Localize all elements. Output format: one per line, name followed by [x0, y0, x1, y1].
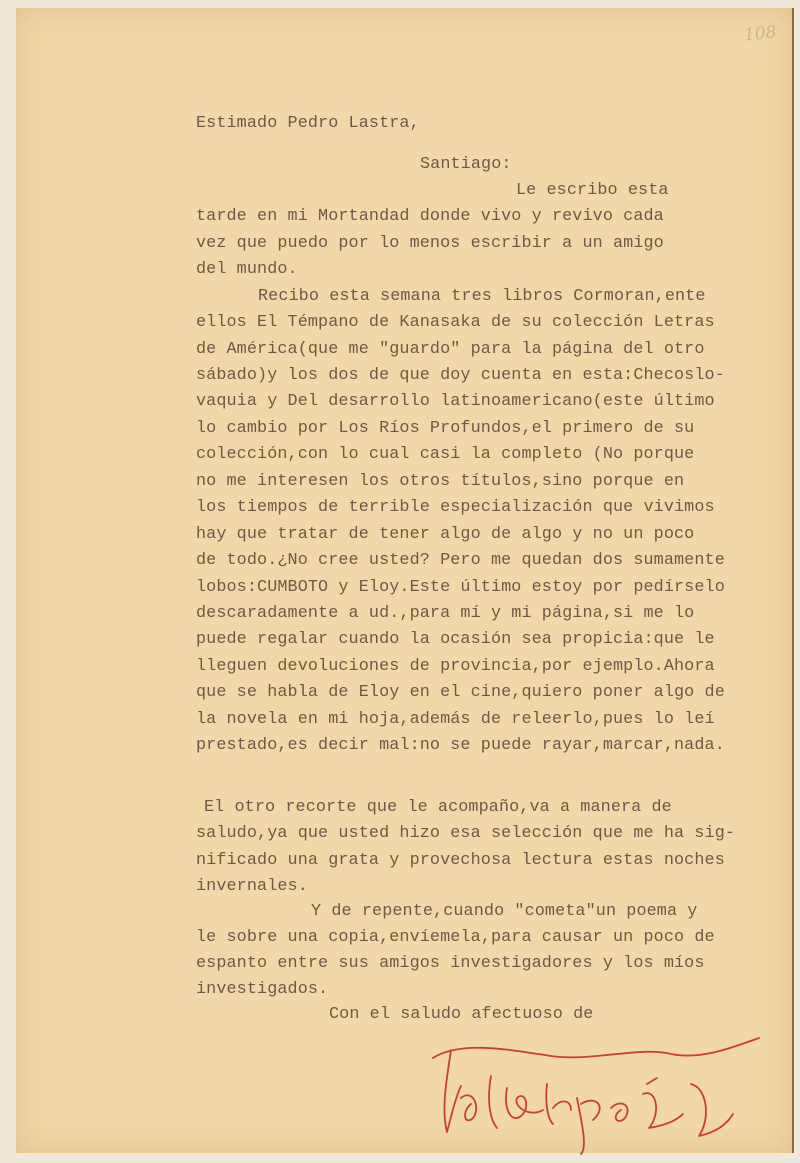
letter-line: tarde en mi Mortandad donde vivo y revivo cada	[196, 207, 664, 226]
letter-line: vaquia y Del desarrollo latinoamericano(este último	[196, 392, 715, 411]
letter-line: invernales.	[196, 877, 308, 896]
letter-line: saludo,ya que usted hizo esa selección que me ha sig-	[196, 824, 736, 843]
letter-line: descaradamente a ud.,para mí y mi página,si me lo	[196, 604, 695, 623]
letter-page	[16, 8, 794, 1153]
letter-line: sábado)y los dos de que doy cuenta en esta:Checoslo-	[196, 366, 725, 385]
letter-line: la novela en mi hoja,además de releerlo,pues lo leí	[196, 710, 715, 729]
letter-line: los tiempos de terrible especialización que vivimos	[196, 498, 715, 517]
letter-line: lo cambio por Los Ríos Profundos,el primero de su	[196, 419, 695, 438]
letter-line: Le escribo esta	[516, 181, 669, 200]
letter-line: de América(que me "guardo" para la página del otro	[196, 340, 705, 359]
letter-line: de todo.¿No cree usted? Pero me quedan dos sumamente	[196, 551, 725, 570]
letter-line: puede regalar cuando la ocasión sea propicia:que le	[196, 630, 715, 649]
letter-line: vez que puedo por lo menos escribir a un amigo	[196, 234, 664, 253]
letter-line: lleguen devoluciones de provincia,por ejemplo.Ahora	[196, 657, 715, 676]
letter-line: colección,con lo cual casi la completo (No porque	[196, 445, 695, 464]
letter-line: no me interesen los otros títulos,sino porque en	[196, 472, 685, 491]
closing: Con el saludo afectuoso de	[329, 1005, 594, 1024]
handwritten-signature	[421, 1028, 781, 1158]
place: Santiago:	[420, 155, 512, 174]
page-number: 108	[743, 22, 778, 46]
letter-line: Recibo esta semana tres libros Cormoran,ente	[258, 287, 706, 306]
letter-line: nificado una grata y provechosa lectura estas noches	[196, 851, 725, 870]
letter-line: ellos El Témpano de Kanasaka de su colección Letras	[196, 313, 715, 332]
letter-line: El otro recorte que le acompaño,va a manera de	[204, 798, 672, 817]
letter-line: Y de repente,cuando "cometa"un poema y	[311, 902, 698, 921]
letter-line: investigados.	[196, 980, 329, 999]
letter-line: le sobre una copia,envíemela,para causar un poco de	[196, 928, 715, 947]
letter-line: que se habla de Eloy en el cine,quiero poner algo de	[196, 683, 725, 702]
salutation: Estimado Pedro Lastra,	[196, 114, 420, 133]
letter-line: prestado,es decir mal:no se puede rayar,marcar,nada.	[196, 736, 725, 755]
letter-line: del mundo.	[196, 260, 298, 279]
letter-line: espanto entre sus amigos investigadores y los míos	[196, 954, 705, 973]
letter-line: lobos:CUMBOTO y Eloy.Este último estoy por pedírselo	[196, 578, 725, 597]
letter-line: hay que tratar de tener algo de algo y no un poco	[196, 525, 695, 544]
